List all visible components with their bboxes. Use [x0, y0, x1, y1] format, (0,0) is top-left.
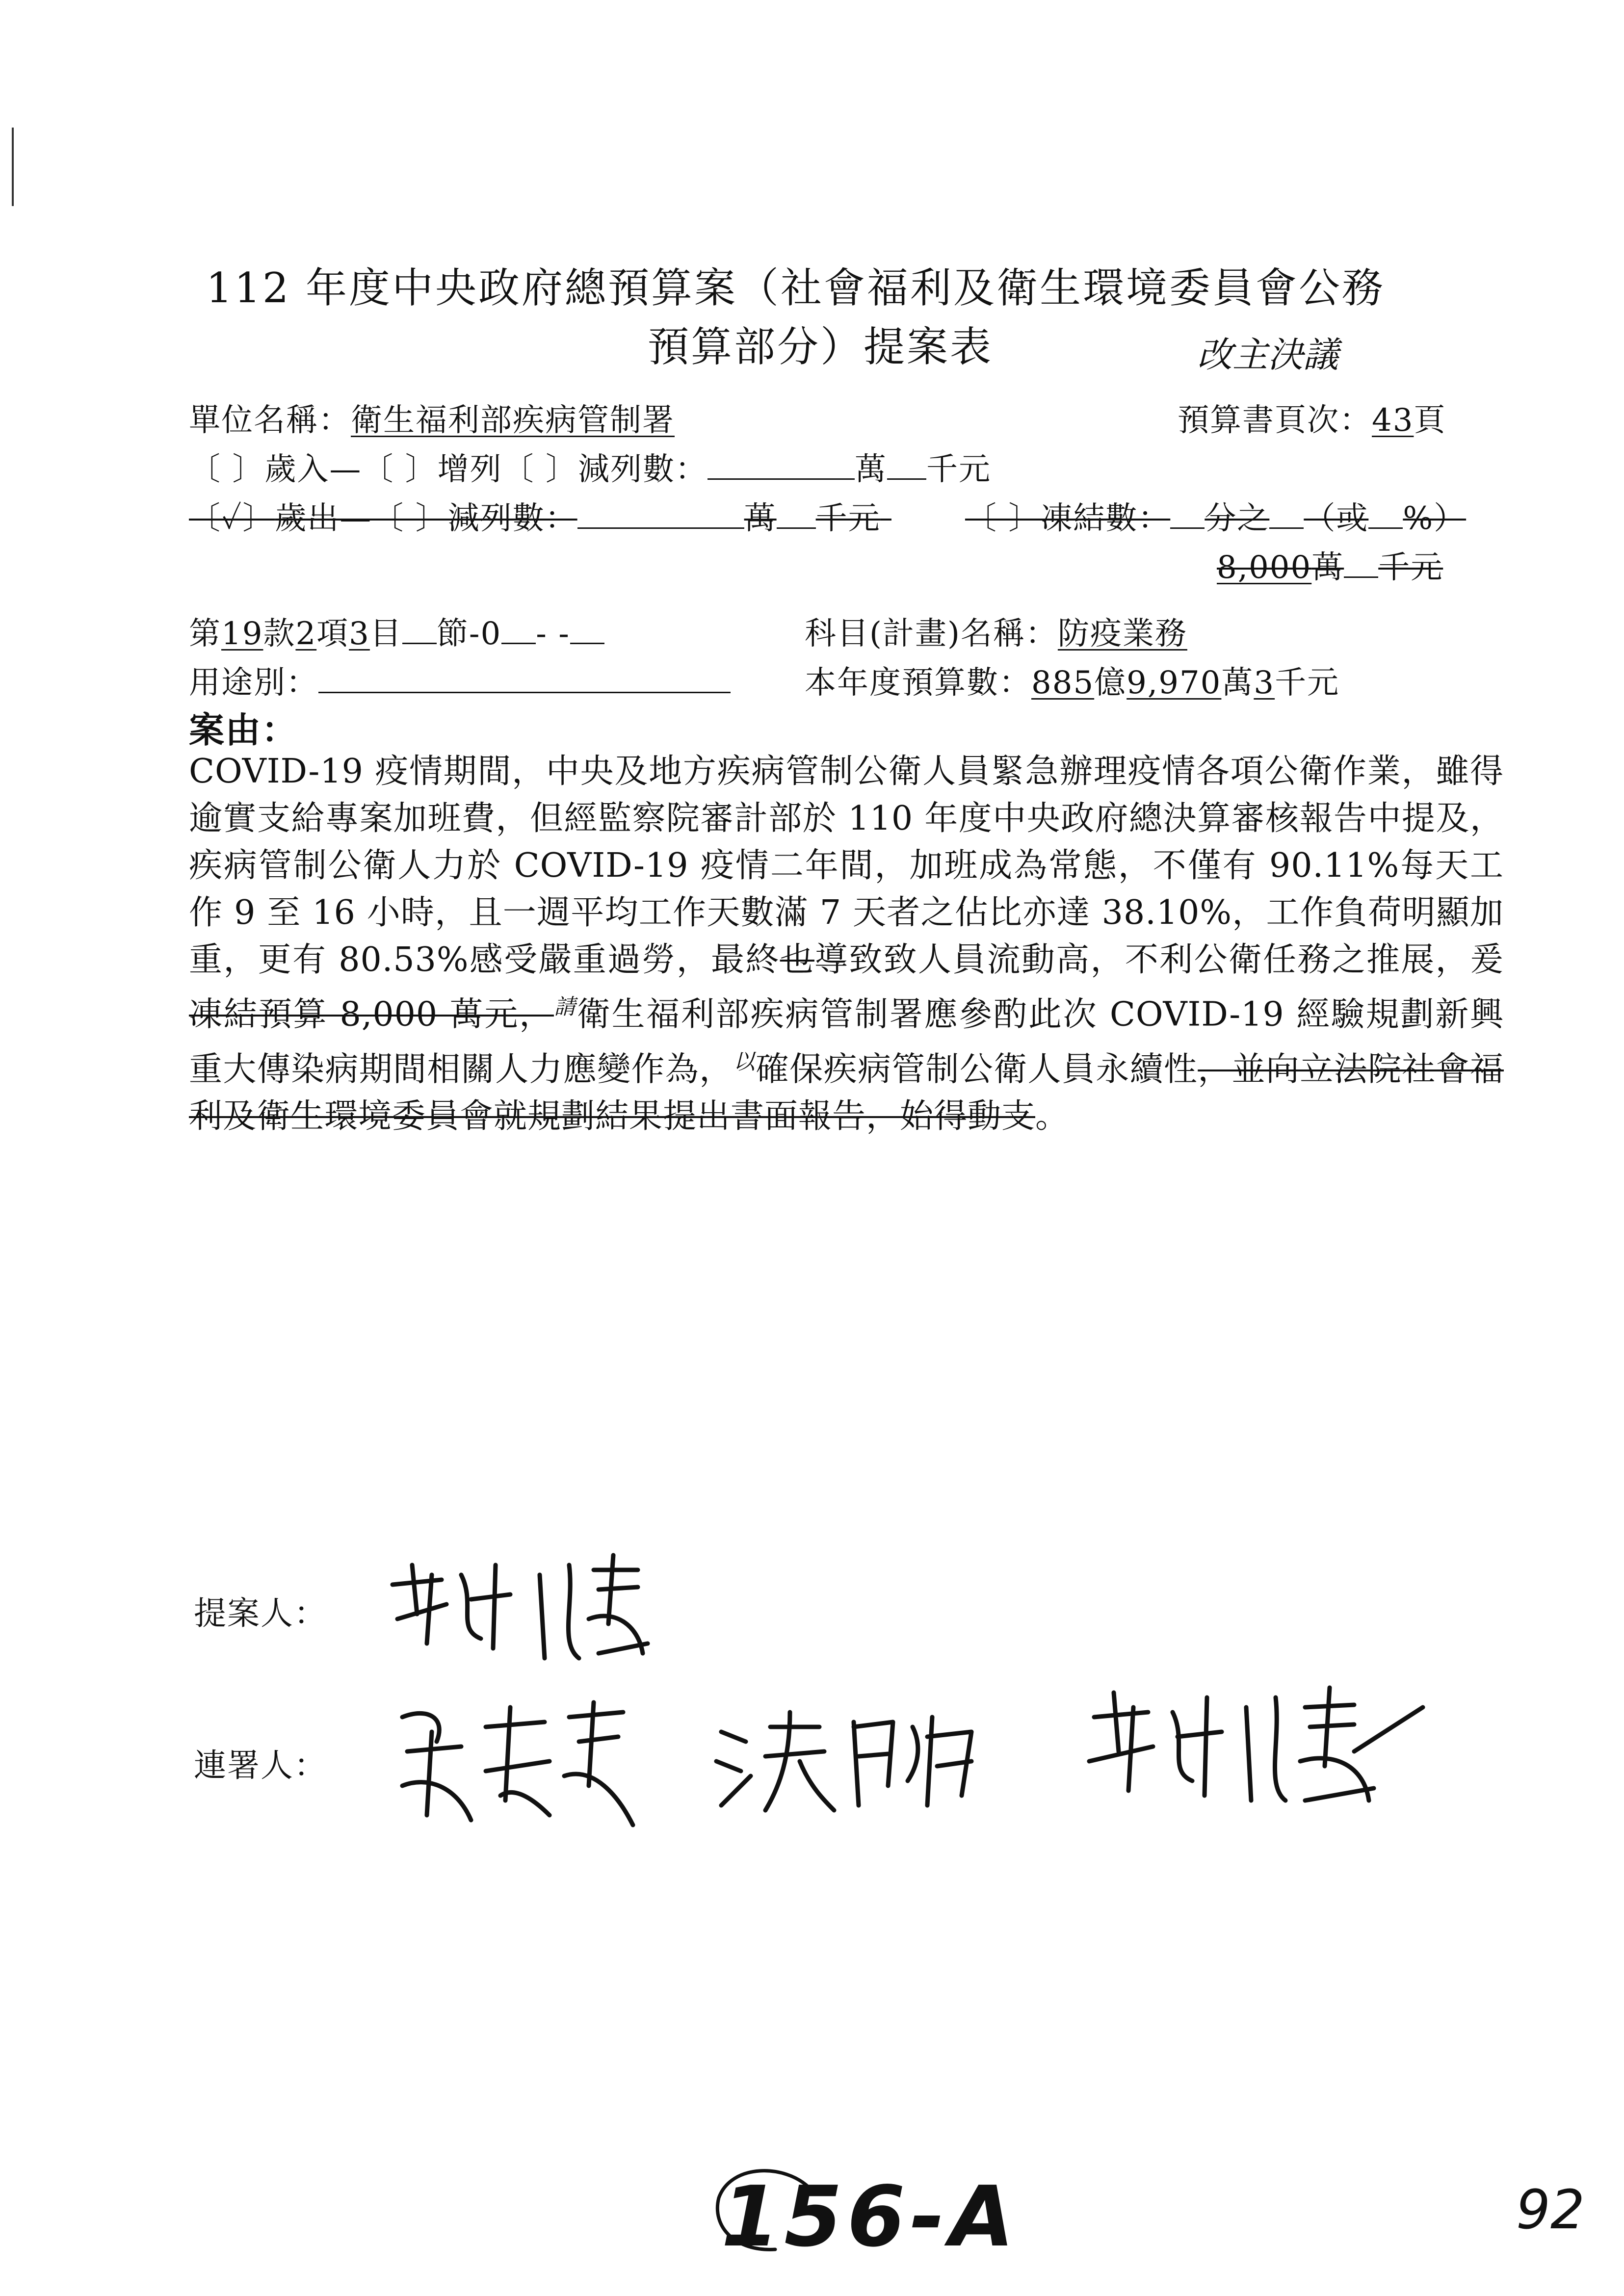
- budget-yi-unit: 億: [1094, 665, 1127, 701]
- reason-part4: 確保疾病管制公衛人員永續性: [755, 1050, 1198, 1089]
- kuan-num: 19: [221, 616, 263, 652]
- expense-wan: 萬: [744, 500, 777, 537]
- revenue-wan-blank: [707, 451, 855, 480]
- cosigner-label: 連署人：: [194, 1747, 327, 1784]
- revenue-text: 〔 〕歲入—〔 〕增列〔 〕減列數：: [189, 451, 708, 488]
- jie-blank: [402, 615, 437, 644]
- page-title-line2: 預算部分）提案表: [648, 323, 994, 371]
- expense-checkbox: 〔✓〕: [189, 500, 275, 537]
- kuan-label: 款: [263, 616, 296, 652]
- proposer-signature: [383, 1545, 657, 1673]
- xiang-label: 項: [316, 616, 349, 652]
- usage-label: 用途別：: [189, 665, 318, 701]
- jie-blank-3: [570, 615, 604, 644]
- reason-insert2: 以: [733, 1049, 756, 1074]
- usage-blank: [318, 664, 731, 693]
- expense-row: [189, 493, 1466, 538]
- freeze-blank-3: [1368, 500, 1403, 529]
- page-code-text: 156-A: [721, 2168, 1019, 2266]
- freeze-amount: 8,000: [1217, 549, 1312, 586]
- usage-row: [189, 657, 731, 703]
- page-label: 預算書頁次：: [1178, 402, 1372, 439]
- revenue-qian-blank: [887, 451, 926, 480]
- expense-qian: 千元: [815, 500, 881, 537]
- freeze-pct: %）: [1403, 500, 1467, 537]
- section-row: [189, 608, 604, 653]
- section-di: 第: [189, 616, 221, 652]
- budget-qian: 3: [1254, 665, 1275, 701]
- budget-qian-unit: 千元: [1275, 665, 1340, 701]
- reason-label: 案由：: [189, 709, 298, 751]
- revenue-qian: 千元: [926, 451, 992, 488]
- expense-text: 歲出—〔 〕減列數：: [275, 500, 577, 537]
- annual-budget-row: [805, 657, 1339, 703]
- reason-part1: COVID-19 疫情期間，中央及地方疾病管制公衛人員緊急辦理疫情各項公衛作業，雖得逾實支給專案加班費，但經監察院審計部於 110 年度中央政府總決算審核報告中提及，疾病管制公衛人力於 COVID-19 疫情二年間，加班成為常態，不僅有 90.11%每天工作 9 至 16 小時，且一週平均工作天數滿 7 天者之佔比亦達 38.10%，工作負荷明顯加重，更有 80.53%感受嚴重過勞，最終: [189, 752, 1504, 979]
- handwritten-note: 改主決議: [1197, 334, 1339, 375]
- page-unit: 頁: [1414, 402, 1446, 439]
- cosigner-signature-3: [1079, 1678, 1433, 1835]
- freeze-fen-zhi: 分之: [1205, 500, 1270, 537]
- freeze-amount-blank: [1344, 549, 1378, 578]
- unit-row: [189, 395, 675, 440]
- reason-part3: 衛生福利部疾病管制署應參酌此次 COVID-19 經驗規劃新興重大傳染病期間相關人力應變作為，: [189, 995, 1504, 1089]
- cosigner-signature-2: [707, 1697, 1001, 1825]
- jie-label: 節-0: [436, 616, 502, 652]
- unit-label: 單位名稱：: [189, 402, 351, 439]
- page-title-line1: 112 年度中央政府總預算案（社會福利及衛生環境委員會公務: [206, 264, 1386, 312]
- expense-wan-blank: [577, 500, 744, 529]
- reason-end: 。: [1035, 1097, 1070, 1136]
- page-code: [721, 2168, 1019, 2266]
- cosigner-signature-1: [388, 1688, 643, 1835]
- budget-wan-unit: 萬: [1221, 665, 1254, 701]
- reason-struck1: 也: [780, 940, 814, 979]
- unit-value: 衛生福利部疾病管制署: [351, 402, 675, 439]
- revenue-wan: 萬: [855, 451, 888, 488]
- freeze-amount-row: [1217, 542, 1443, 587]
- budget-page-row: [1178, 395, 1446, 440]
- budget-label: 本年度預算數：: [805, 665, 1031, 701]
- subject-value: 防疫業務: [1057, 616, 1187, 652]
- freeze-amount-qian: 千元: [1378, 549, 1443, 586]
- reason-part2: 導致致人員流動高，不利公衛任務之推展，爰: [814, 940, 1504, 979]
- reason-insert1: 請: [553, 994, 577, 1019]
- freeze-label: 〔 〕凍結數：: [965, 500, 1171, 537]
- revenue-row: [189, 444, 991, 489]
- budget-yi: 885: [1031, 665, 1095, 701]
- section-dash: - -: [536, 616, 570, 652]
- mu-num: 3: [349, 616, 370, 652]
- freeze-blank-1: [1170, 500, 1205, 529]
- jie-blank-2: [501, 615, 536, 644]
- margin-mark: [12, 128, 14, 206]
- budget-wan: 9,970: [1126, 665, 1222, 701]
- reason-body: [189, 748, 1504, 1140]
- xiang-num: 2: [295, 616, 317, 652]
- page-number: 92: [1516, 2178, 1585, 2241]
- page-value: 43: [1372, 402, 1414, 439]
- subject-row: [805, 608, 1187, 653]
- freeze-blank-2: [1269, 500, 1304, 529]
- freeze-huo: （或: [1304, 500, 1369, 537]
- expense-qian-blank: [777, 500, 816, 529]
- proposer-label: 提案人：: [194, 1594, 327, 1632]
- freeze-amount-wan: 萬: [1311, 549, 1344, 586]
- mu-label: 目: [369, 616, 402, 652]
- reason-struck3: ，並向立法院社會福利及衛生環境委員會就規劃結果提出書面報告，始得動支: [189, 1050, 1504, 1136]
- subject-label: 科目(計畫)名稱：: [805, 616, 1058, 652]
- reason-struck2: 凍結預算 8,000 萬元，: [189, 995, 554, 1034]
